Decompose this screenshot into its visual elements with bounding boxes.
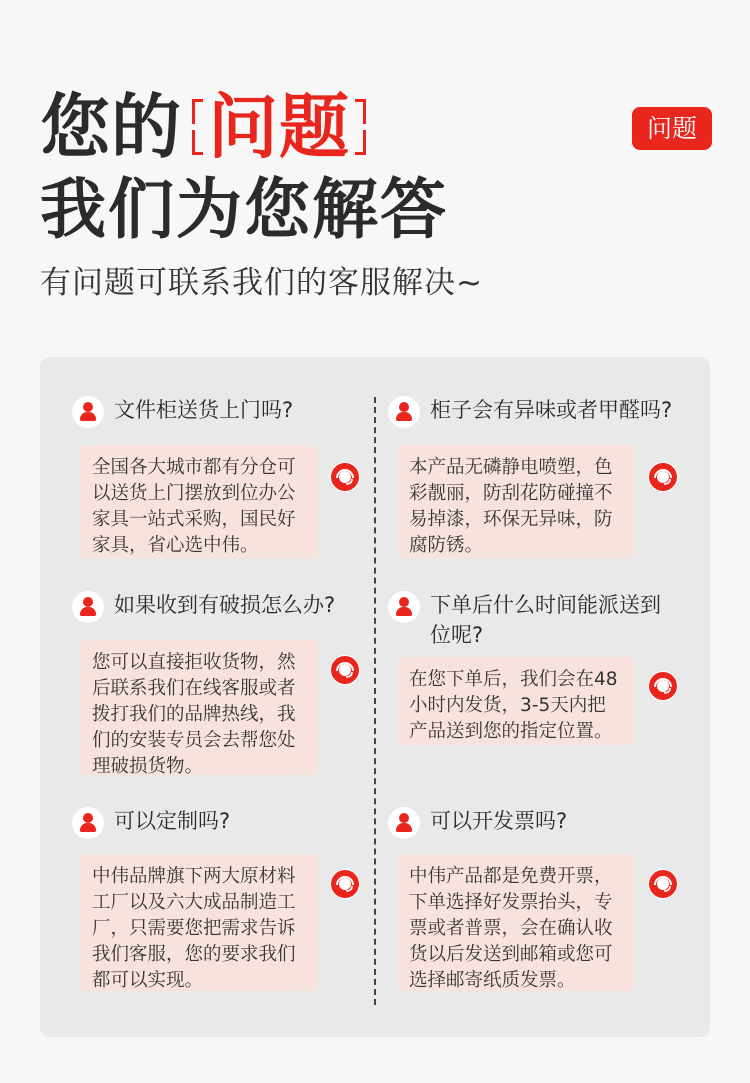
person-icon (72, 396, 104, 428)
person-icon (72, 807, 104, 839)
faq-answer-4: 在您下单后，我们会在48小时内发货，3-5天内把产品送到您的指定位置。 (397, 657, 635, 745)
question-text: 如果收到有破损怎么办? (114, 593, 336, 617)
customer-service-icon (330, 869, 360, 899)
faq-answer-1: 全国各大城市都有分仓可以送货上门摆放到位办公家具一站式采购，国民好家具，省心选中伟。 (80, 445, 318, 558)
question-text: 文件柜送货上门吗? (114, 398, 294, 422)
faq-question-6 (388, 806, 688, 839)
faq-question-1 (72, 395, 362, 428)
column-divider (374, 397, 376, 1005)
question-text: 可以开发票吗? (430, 809, 568, 833)
faq-question-2 (388, 395, 688, 428)
customer-service-icon (648, 869, 678, 899)
question-text: 柜子会有异味或者甲醛吗? (430, 398, 673, 422)
faq-question-5 (72, 806, 362, 839)
person-icon (388, 591, 420, 623)
faq-question-3 (72, 590, 362, 623)
customer-service-icon (330, 462, 360, 492)
faq-answer-2: 本产品无磷静电喷塑，色彩靓丽，防刮花防碰撞不易掉漆，环保无异味，防腐防锈。 (397, 445, 635, 558)
customer-service-icon (648, 462, 678, 492)
question-text: 下单后什么时间能派送到位呢? (430, 593, 661, 647)
person-icon (72, 591, 104, 623)
question-text: 可以定制吗? (114, 809, 231, 833)
faq-answer-6: 中伟产品都是免费开票，下单选择好发票抬头，专票或者普票，会在确认收货以后发送到邮箱或您可选择邮寄纸质发票。 (397, 854, 635, 991)
faq-question-4 (388, 590, 668, 650)
left-bracket-decoration (192, 99, 202, 155)
customer-service-icon (648, 671, 678, 701)
title-highlight-group (192, 86, 366, 168)
page-subtitle: 有问题可联系我们的客服解决~ (40, 265, 483, 301)
customer-service-icon (330, 655, 360, 685)
title-part1: 您的 (40, 86, 182, 168)
person-icon (388, 396, 420, 428)
title-highlight: 问题 (208, 86, 350, 168)
right-bracket-decoration (356, 99, 366, 155)
page-title-line2: 我们为您解答 (40, 171, 448, 248)
person-icon (388, 807, 420, 839)
question-badge: 问题 (632, 107, 712, 150)
faq-answer-3: 您可以直接拒收货物，然后联系我们在线客服或者拨打我们的品牌热线，我们的安装专员会去帮您处理破损货物。 (80, 640, 318, 775)
page-title-line1 (40, 82, 366, 172)
faq-answer-5: 中伟品牌旗下两大原材料工厂以及六大成品制造工厂，只需要您把需求告诉我们客服，您的要求我们都可以实现。 (80, 854, 318, 991)
